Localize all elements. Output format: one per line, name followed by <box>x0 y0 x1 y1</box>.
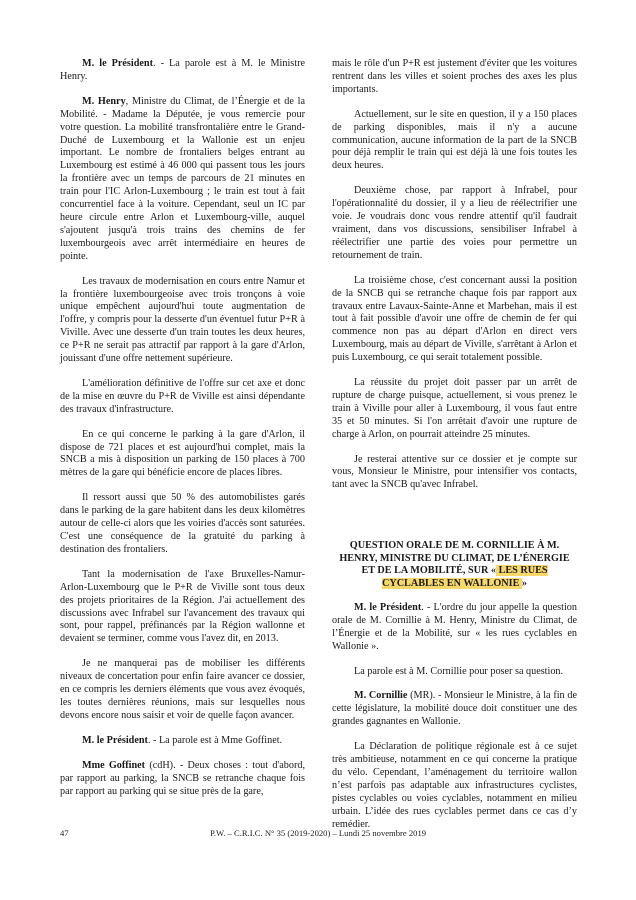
speaker-name: M. le Président <box>82 58 153 69</box>
paragraph-text: . - L'ordre du jour appelle la question orale de M. Cornillie à M. Henry, Ministre du Climat, de l’Énergie et de la Mobilité, sur « les rues cyclables en Wallonie ». <box>332 601 577 652</box>
paragraph: En ce qui concerne le parking à la gare d'Arlon, il dispose de 721 places et est aujourd'hui complet, mais la SNCB a mis à disposition un parking de 150 places à 700 mètres de la gare qui bénéficie encore de places libres. <box>60 428 305 479</box>
paragraph: La troisième chose, c'est concernant aussi la position de la SNCB qui se retranche chaque fois par rapport aux travaux entre Lavaux-Sainte-Anne et Marbehan, mais il est tout à fait possible d'avoir une offre de chemin de fer qui commence non pas au départ d'Arlon en direct vers Luxembourg, mais au départ de Viville, s'arrêtant à Arlon et puis Luxembourg, ce qui serait totalement possible. <box>332 274 577 364</box>
paragraph-text: , Ministre du Climat, de l’Énergie et de la Mobilité. - Madame la Députée, je vous remercie pour votre question. La mobilité transfrontalière entre le Grand-Duché de Luxembourg et la Wallonie est un enjeu important. Le nombre de frontaliers belges entrant au Luxembourg est estimé à 46 000 qui passent tous les jours la frontière avec un temps de parcours de 21 minutes en train pour l'IC Arlon-Luxembourg ; le train est tout à fait concurrentiel face à la voiture. Cependant, seul un IC par heure circule entre Arlon et Luxembourg-ville, auquel s'ajoutent jusqu'à trois trains des chemins de fer luxembourgeois avec arrêt intermédiaire en heures de pointe. <box>60 95 306 262</box>
paragraph <box>60 58 305 84</box>
speaker-name: M. Henry <box>82 95 126 107</box>
paragraph: Je ne manquerai pas de mobiliser les différents niveaux de concertation pour enfin faire avancer ce dossier, en ce compris les derniers éléments que vous avez évoqués, les toutes dernières réunions, mais sur lesquelles nous devons encore nous saisir et voir de quelle façon avancer. <box>60 658 305 721</box>
paragraph: Je resterai attentive sur ce dossier et je compte sur vous, Monsieur le Ministre, pour intensifier vos contacts, tant avec la SNCB qu'avec Infrabel. <box>332 453 577 491</box>
paragraph: mais le rôle d'un P+R est justement d'éviter que les voitures rentrent dans les villes et soient proches des axes les plus importants. <box>332 58 577 95</box>
paragraph-text: . - La parole est à Mme Goffinet. <box>147 734 283 746</box>
paragraph <box>60 96 305 264</box>
speaker-name: M. le Président <box>354 601 422 613</box>
paragraph <box>332 690 577 729</box>
paragraph: Deuxième chose, par rapport à Infrabel, pour l'opérationnalité du dossier, il y a lieu de réélectrifier une voie. Je voudrais donc vous rendre attentif qu'il faudrait vraiment, dans vos discussions, sensibiliser Infrabel à réélectrifier une partie des voies pour permettre un retournement de train. <box>332 185 577 261</box>
section-spacer <box>332 504 577 540</box>
paragraph: Tant la modernisation de l'axe Bruxelles-Namur-Arlon-Luxembourg que le P+R de Viville sont tous deux des projets prioritaires de la Région. J'ai actuellement des discussions avec Infrabel sur l'avancement des travaux qui sont, pour rappel, préfinancés par la Région wallonne et devaient se terminer, comme vous l'avez dit, en 2013. <box>60 568 305 645</box>
right-column <box>332 58 577 844</box>
highlighted-heading-text: LES RUES CYCLABLES EN WALLONIE <box>381 565 548 589</box>
left-column <box>60 58 305 810</box>
section-heading <box>332 540 577 590</box>
paragraph-text: . - La parole est à M. le Ministre Henry. <box>60 58 305 82</box>
page-number: 47 <box>60 828 69 838</box>
paragraph <box>60 760 305 799</box>
paragraph: La parole est à M. Cornillie pour poser sa question. <box>354 665 564 677</box>
heading-text: QUESTION ORALE DE M. CORNILLIE À M. HENRY, MINISTRE DU CLIMAT, DE L’ÉNERGIE ET DE LA MOBILITÉ, SUR « <box>339 540 570 577</box>
speaker-name: M. Cornillie <box>354 690 408 702</box>
heading-text-end: » <box>521 577 528 589</box>
paragraph: Il ressort aussi que 50 % des automobilistes garés dans le parking de la gare habitent dans les deux kilomètres autour de celle-ci alors que les voiries d'accès sont saturées. C'est une conséquence de la gratuité du parking à destination des frontaliers. <box>60 492 305 555</box>
speaker-name: M. le Président <box>82 734 148 746</box>
paragraph-text: (cdH). - Deux choses : tout d'abord, par rapport au parking, la SNCB se retranche chaque fois par rapport au parking qui se situe près de la gare, <box>60 759 305 797</box>
paragraph-text: (MR). - Monsieur le Ministre, à la fin de cette législature, la mobilité douce doit constituer une des grandes gagnantes en Wallonie. <box>332 690 577 728</box>
paragraph: Actuellement, sur le site en question, il y a 150 places de parking disponibles, mais il n'y a aucune communication, aucune information de la part de la SNCB pour déjà remplir le train qui est déjà là une fois toutes les deux heures. <box>332 108 577 172</box>
paragraph <box>332 602 577 654</box>
speaker-name: Mme Goffinet <box>82 759 146 771</box>
paragraph: La Déclaration de politique régionale est à ce sujet très ambitieuse, notamment en ce qui concerne la pratique du vélo. Cependant, l’aménagement du territoire wallon n’est parfois pas adaptable aux infrastructures cyclistes, pistes cyclables ou voies cyclables, notamment en milieu urbain. L’idée des rues cyclables permet dans ce cas d’y remédier. <box>332 741 577 830</box>
paragraph <box>60 735 305 748</box>
paragraph: Les travaux de modernisation en cours entre Namur et la frontière luxembourgeoise avec trois tronçons à voie unique empêchent aujourd'hui toute augmentation de l'offre, y compris pour la desserte d'un éventuel futur P+R à Viville. Avec une desserte d'un train toutes les deux heures, ce P+R ne serait pas attractif par rapport à la gare d'Arlon, jouissant d'une offre nettement supérieure. <box>60 275 305 365</box>
paragraph: La réussite du projet doit passer par un arrêt de rupture de charge puisque, actuellement, si vous prenez le train à Viville pour aller à Luxembourg, il vous faut entre 35 et 50 minutes. Si l'on arrêtait d'avoir une rupture de charge à Arlon, on pourrait atteindre 25 minutes. <box>332 377 577 440</box>
paragraph: L'amélioration définitive de l'offre sur cet axe et donc de la mise en œuvre du P+R de Viville est ainsi dépendante des travaux d'infrastructure. <box>60 377 305 415</box>
document-reference: P.W. – C.R.I.C. N° 35 (2019-2020) – Lundi 25 novembre 2019 <box>210 828 427 838</box>
